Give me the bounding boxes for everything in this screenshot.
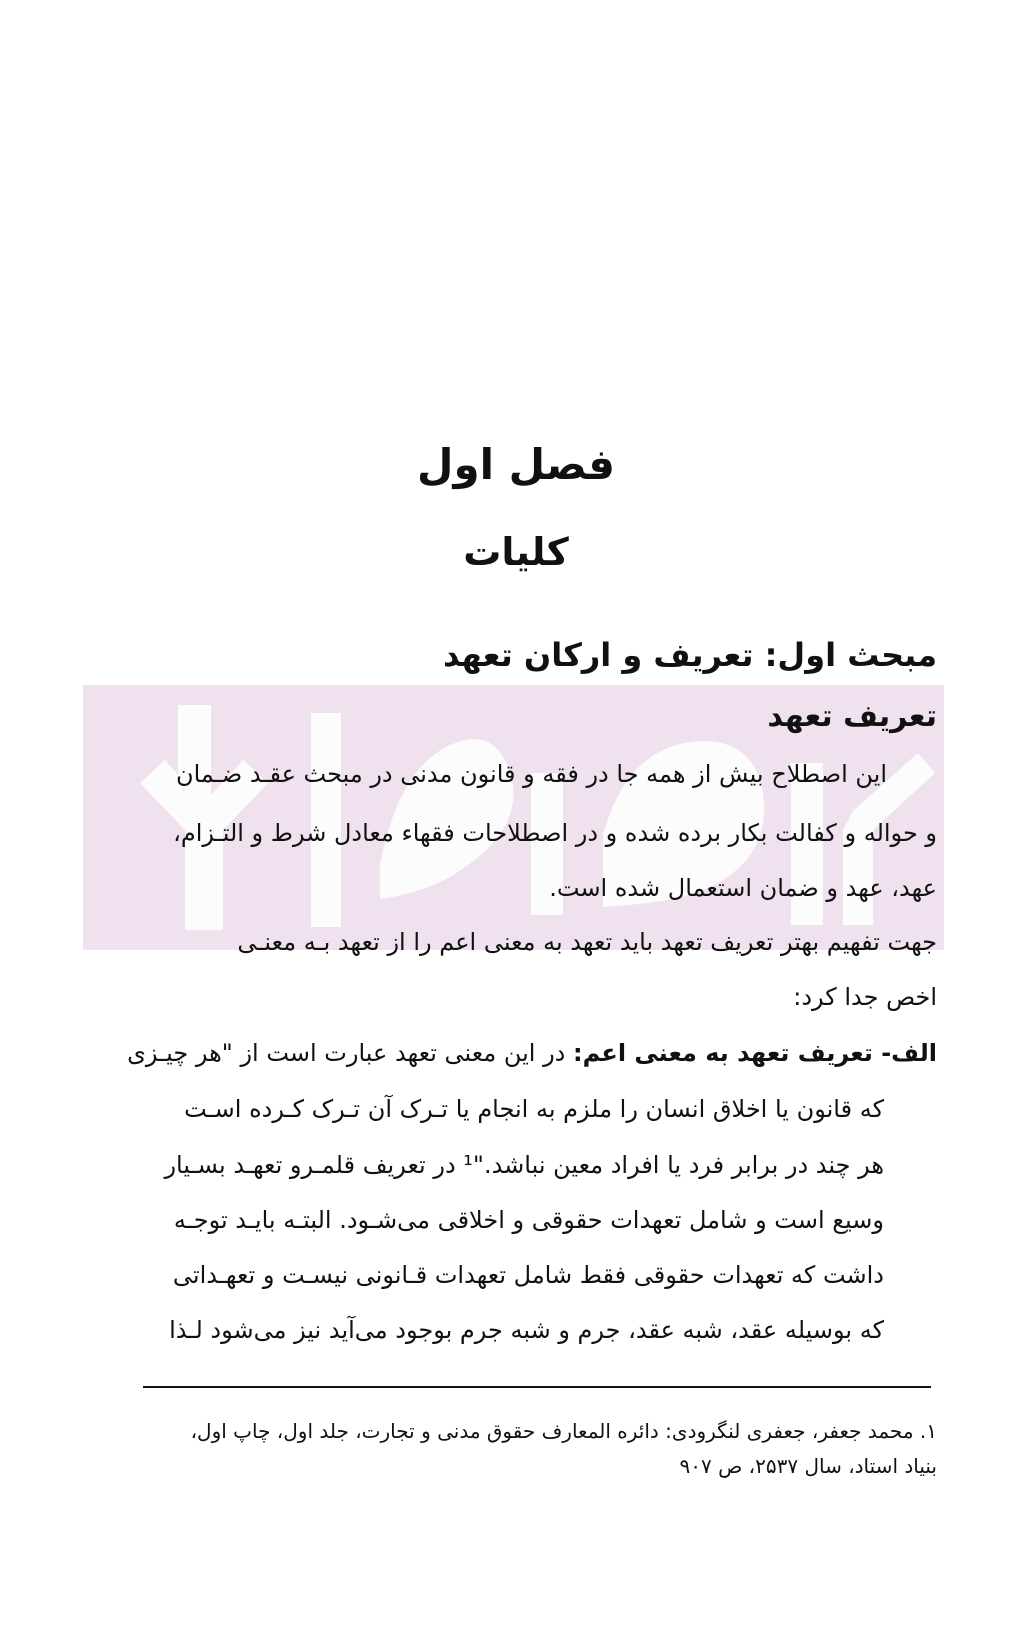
paragraph-line: جهت تفهیم بهتر تعریف تعهد باید تعهد به معنی اعم را از تعهد بـه معنـی	[237, 928, 937, 956]
chapter-subtitle: کلیات	[463, 530, 569, 574]
paragraph-line: اخص جدا کرد:	[793, 983, 937, 1011]
definition-line: که بوسیله عقد، شبه عقد، جرم و شبه جرم بوجود می‌آید نیز می‌شود لـذا	[169, 1316, 884, 1344]
definition-line: هر چند در برابر فرد یا افراد معین نباشد."¹ در تعریف قلمـرو تعهـد بسـیار	[164, 1151, 884, 1179]
section-title: مبحث اول: تعریف و ارکان تعهد	[443, 636, 937, 674]
definition-line: که قانون یا اخلاق انسان را ملزم به انجام یا تـرک آن تـرک کـرده اسـت	[184, 1095, 884, 1123]
chapter-title: فصل اول	[417, 440, 615, 489]
footnote-line: ۱. محمد جعفر، جعفری لنگرودی: دائره المعارف حقوق مدنی و تجارت، جلد اول، چاپ اول،	[190, 1419, 937, 1443]
paragraph-line: این اصطلاح بیش از همه جا در فقه و قانون مدنی در مبحث عقـد ضـمان	[175, 760, 887, 788]
paragraph-line: و حواله و کفالت بکار برده شده و در اصطلاحات فقهاء معادل شرط و التـزام،	[173, 819, 937, 847]
definition-text: در این معنی تعهد عبارت است از "هر چیـزی	[127, 1039, 573, 1067]
definition-item-alef	[127, 1034, 937, 1072]
definition-line: وسیع است و شامل تعهدات حقوقی و اخلاقی می‌شـود. البتـه بایـد توجـه	[173, 1206, 884, 1234]
paragraph-line: عهد، عهد و ضمان استعمال شده است.	[549, 874, 937, 902]
subheading-definition: تعریف تعهد	[767, 699, 937, 734]
footnote-line: بنیاد استاد، سال ۲۵۳۷، ص ۹۰۷	[679, 1454, 937, 1478]
footnote-divider	[143, 1386, 931, 1388]
definition-label: الف- تعریف تعهد به معنی اعم:	[573, 1039, 937, 1067]
definition-line: داشت که تعهدات حقوقی فقط شامل تعهدات قـانونی نیسـت و تعهـداتی	[172, 1261, 884, 1289]
